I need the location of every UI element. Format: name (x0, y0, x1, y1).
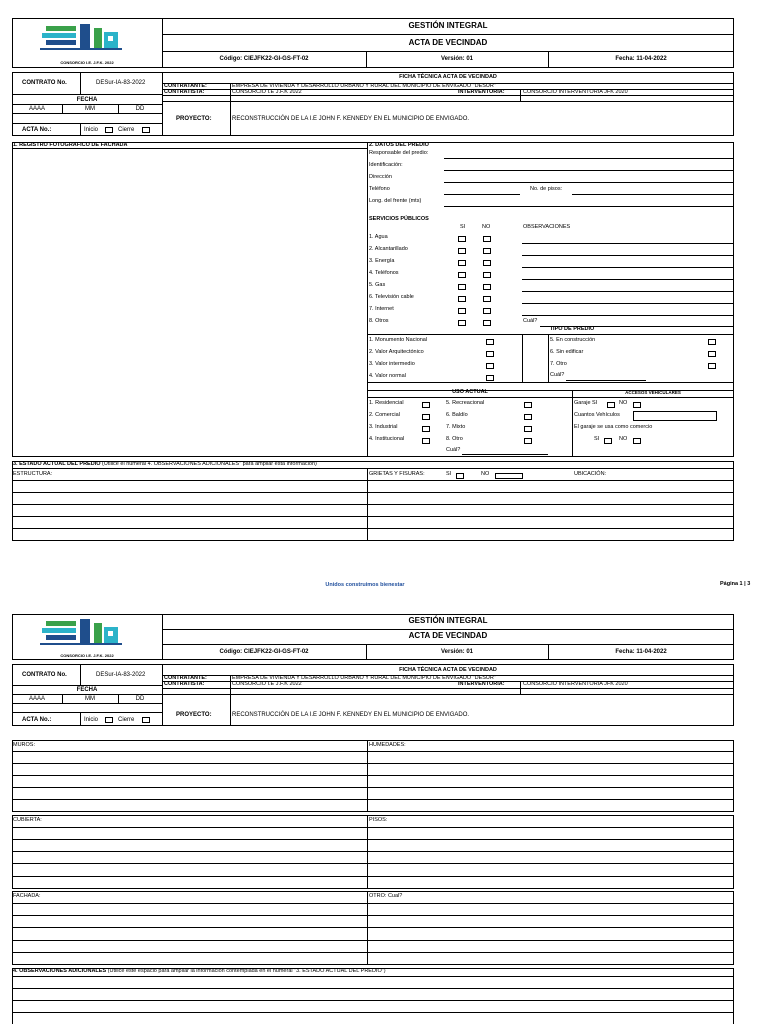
garaje-comercio-label: El garaje se usa como comercio (574, 424, 653, 430)
fecha-mm: MM (85, 106, 95, 112)
ficha-title: FICHA TÉCNICA ACTA DE VECINDAD (399, 74, 497, 80)
telefonos-no-checkbox[interactable] (483, 272, 491, 278)
inicio-label: Inicio (84, 127, 99, 133)
uso-recreacional-checkbox[interactable] (524, 402, 532, 408)
uso-title: USO ACTUAL (452, 389, 488, 395)
footer-page: Página 1 | 3 (720, 581, 751, 587)
comercio-no-label: NO (619, 436, 628, 442)
servicio-telefonos: 4. Teléfonos (369, 270, 399, 276)
tipo-intermedio: 3. Valor intermedio (369, 361, 415, 367)
garaje-no-label: NO (619, 400, 628, 406)
logo-graphic-2 (38, 617, 133, 651)
header-codigo: Código: CIEJFK22-GI-GS-FT-02 (219, 56, 309, 62)
logo-caption: CONSORCIO I.E. J.F.K. 2022 (60, 60, 114, 65)
uso-industrial-checkbox[interactable] (422, 426, 430, 432)
uso-recreacional: 5. Recreacional (446, 400, 485, 406)
contratista-label-2: CONTRATISTA: (164, 681, 205, 687)
tipo-intermedio-checkbox[interactable] (486, 363, 494, 369)
section-3-heading (13, 462, 317, 468)
contrato-label-2: CONTRATO No. (22, 672, 67, 678)
tipo-sin-edificar: 6. Sin edificar (550, 349, 584, 355)
tipo-monumento: 1. Monumento Nacional (369, 337, 428, 343)
contratista-value: CONSORCIO I.E J.F.K 2022 (232, 89, 302, 95)
internet-no-checkbox[interactable] (483, 308, 491, 314)
contrato-value-2: DESur-IA-83-2022 (96, 672, 146, 678)
servicios-si: SI (460, 224, 466, 230)
cierre-label-2: Cierre (118, 717, 135, 723)
pisos-label: PISOS: (369, 817, 388, 823)
otros-cual: Cuál? (523, 318, 538, 324)
fecha-aaaa: AAAA (28, 106, 45, 112)
otros-si-checkbox[interactable] (458, 320, 466, 326)
section-4-note: (Utilice este espacio para ampliar la información contemplada en el numeral "3. ESTADO ACTUAL DEL PREDIO") (107, 968, 386, 974)
alcantarillado-no-checkbox[interactable] (483, 248, 491, 254)
contratante-label: CONTRATANTE: (164, 83, 207, 89)
contratante-label-2: CONTRATANTE: (164, 675, 207, 681)
field-frente: Long. del frente (mts) (369, 198, 422, 204)
logo-caption-2: CONSORCIO I.E. J.F.K. 2022 (60, 653, 114, 658)
agua-no-checkbox[interactable] (483, 236, 491, 242)
fachada-label: FACHADA: (13, 893, 41, 899)
logo-graphic (38, 22, 133, 56)
fecha-dd-2: DD (135, 696, 145, 702)
uso-residencial: 1. Residencial (369, 400, 404, 406)
section-4-heading (13, 969, 386, 975)
servicio-otros: 8. Otros (369, 318, 389, 324)
interventoria-value-2: CONSORCIO INTERVENTORIA JFK 2020 (523, 681, 628, 687)
contratante-value-2: EMPRESA DE VIVIENDA Y DESARROLLO URBANO Y RURAL DEL MUNICIPIO DE ENVIGADO "DESUR" (232, 675, 496, 681)
section-3-note: (Utilice el numeral 4. OBSERVACIONES ADICIONALES" para ampliar esta información) (102, 461, 317, 467)
telefonos-si-checkbox[interactable] (458, 272, 466, 278)
header-title-acta-2: ACTA DE VECINDAD (408, 631, 488, 640)
ubicacion-label: UBICACIÓN: (574, 471, 607, 477)
energia-si-checkbox[interactable] (458, 260, 466, 266)
header-fecha-2: Fecha: 11-04-2022 (615, 649, 667, 655)
tipo-sin-edificar-checkbox[interactable] (708, 351, 716, 357)
header-version-2: Versión: 01 (440, 649, 473, 655)
agua-si-checkbox[interactable] (458, 236, 466, 242)
tipo-cual: Cuál? (550, 372, 565, 378)
uso-cual: Cuál? (446, 447, 461, 453)
grietas-si-label: SI (446, 471, 452, 477)
acta-label: ACTA No.: (22, 127, 52, 133)
uso-industrial: 3. Industrial (369, 424, 398, 430)
cuantos-vehiculos-label: Cuantos Vehículos (574, 412, 620, 418)
uso-otro: 8. Otro (446, 436, 463, 442)
ficha-title-2: FICHA TÉCNICA ACTA DE VECINDAD (399, 667, 497, 673)
servicio-tv-cable: 6. Televisión cable (369, 294, 414, 300)
contratista-label: CONTRATISTA: (164, 89, 205, 95)
gas-no-checkbox[interactable] (483, 284, 491, 290)
inicio-checkbox[interactable] (105, 127, 113, 133)
header-title-gestion: GESTIÓN INTEGRAL (408, 21, 488, 30)
comercio-no-checkbox[interactable] (633, 438, 641, 444)
tipo-otro: 7. Otro (550, 361, 567, 367)
tipo-otro-checkbox[interactable] (708, 363, 716, 369)
servicios-no: NO (482, 224, 491, 230)
accesos-title: ACCESOS VEHICULARES (625, 390, 681, 395)
uso-mixto: 7. Mixto (446, 424, 466, 430)
gas-si-checkbox[interactable] (458, 284, 466, 290)
section-3-title: 3. ESTADO ACTUAL DEL PREDIO (13, 461, 101, 467)
garaje-no-checkbox[interactable] (633, 402, 641, 408)
fecha-mm-2: MM (85, 696, 95, 702)
cierre-checkbox[interactable] (142, 127, 150, 133)
garaje-si-label: Garaje SI (574, 400, 598, 406)
fecha-aaaa-2: AAAA (28, 696, 45, 702)
uso-otro-checkbox[interactable] (524, 438, 532, 444)
field-identificacion: Identificación: (369, 162, 403, 168)
field-pisos: No. de pisos: (530, 186, 563, 192)
cierre-label: Cierre (118, 127, 135, 133)
internet-si-checkbox[interactable] (458, 308, 466, 314)
uso-comercial-checkbox[interactable] (422, 414, 430, 420)
tipo-monumento-checkbox[interactable] (486, 339, 494, 345)
proyecto-label-2: PROYECTO: (176, 712, 212, 718)
contratista-value-2: CONSORCIO I.E J.F.K 2022 (232, 681, 302, 687)
servicio-internet: 7. Internet (369, 306, 394, 312)
grietas-no-checkbox[interactable] (495, 473, 523, 479)
interventoria-label: INTERVENTORIA: (458, 89, 505, 95)
field-telefono: Teléfono (369, 186, 390, 192)
otro-label: OTRO: Cual? (369, 893, 403, 899)
acta-label-2: ACTA No.: (22, 717, 52, 723)
otros-no-checkbox[interactable] (483, 320, 491, 326)
contratante-value: EMPRESA DE VIVIENDA Y DESARROLLO URBANO Y RURAL DEL MUNICIPIO DE ENVIGADO "DESUR" (232, 83, 496, 89)
uso-mixto-checkbox[interactable] (524, 426, 532, 432)
proyecto-value: RECONSTRUCCIÓN DE LA I.E JOHN F. KENNEDY EN EL MUNICIPIO DE ENVIGADO. (232, 116, 470, 122)
header-codigo-2: Código: CIEJFK22-GI-GS-FT-02 (219, 649, 309, 655)
tipo-construccion-checkbox[interactable] (708, 339, 716, 345)
contrato-value: DESur-IA-83-2022 (96, 80, 146, 86)
tipo-arquitectonico-checkbox[interactable] (486, 351, 494, 357)
proyecto-label: PROYECTO: (176, 116, 212, 122)
interventoria-label-2: INTERVENTORIA: (458, 681, 505, 687)
tipo-normal: 4. Valor normal (369, 373, 406, 379)
uso-baldio-checkbox[interactable] (524, 414, 532, 420)
comercio-si-label: SI (594, 436, 600, 442)
fecha-label: FECHA (76, 97, 98, 103)
uso-residencial-checkbox[interactable] (422, 402, 430, 408)
company-logo-2 (38, 617, 133, 653)
observaciones-label: OBSERVACIONES (523, 224, 571, 230)
servicio-energia: 3. Energía (369, 258, 395, 264)
section-4-title: 4. OBSERVACIONES ADICIONALES (13, 968, 107, 974)
tipo-arquitectonico: 2. Valor Arquitectónico (369, 349, 424, 355)
cierre-checkbox-2[interactable] (142, 717, 150, 723)
contrato-label: CONTRATO No. (22, 80, 67, 86)
company-logo (38, 22, 133, 58)
muros-label: MUROS: (13, 742, 35, 748)
fecha-dd: DD (135, 106, 145, 112)
uso-institucional-checkbox[interactable] (422, 438, 430, 444)
inicio-checkbox-2[interactable] (105, 717, 113, 723)
servicio-agua: 1. Agua (369, 234, 388, 240)
header-title-acta: ACTA DE VECINDAD (408, 38, 488, 47)
servicio-gas: 5. Gas (369, 282, 386, 288)
tipo-construccion: 5. En construcción (550, 337, 596, 343)
tipo-normal-checkbox[interactable] (486, 375, 494, 381)
humedades-label: HUMEDADES: (369, 742, 406, 748)
cuantos-vehiculos-input[interactable] (633, 411, 717, 421)
header-title-gestion-2: GESTIÓN INTEGRAL (408, 616, 488, 625)
section-1-title: 1. REGISTRO FOTOGRAFICO DE FACHADA (13, 142, 128, 148)
alcantarillado-si-checkbox[interactable] (458, 248, 466, 254)
uso-baldio: 6. Baldío (446, 412, 468, 418)
inicio-label-2: Inicio (84, 717, 99, 723)
grietas-label: GRIETAS Y FISURAS: (369, 471, 425, 477)
uso-comercial: 2. Comercial (369, 412, 400, 418)
tipo-predio-title: TIPO DE PREDIO (549, 326, 595, 332)
energia-no-checkbox[interactable] (483, 260, 491, 266)
field-direccion: Dirección (369, 174, 392, 180)
proyecto-value-2: RECONSTRUCCIÓN DE LA I.E JOHN F. KENNEDY EN EL MUNICIPIO DE ENVIGADO. (232, 712, 470, 718)
grietas-no-label: NO (481, 471, 490, 477)
estructura-label: ESTRUCTURA: (13, 471, 53, 477)
field-responsable: Responsable del predio: (369, 150, 429, 156)
cubierta-label: CUBIERTA: (13, 817, 42, 823)
interventoria-value: CONSORCIO INTERVENTORIA JFK 2020 (523, 89, 628, 95)
uso-institucional: 4. Institucional (369, 436, 405, 442)
grietas-si-checkbox[interactable] (456, 473, 464, 479)
servicio-alcantarillado: 2. Alcantarillado (369, 246, 408, 252)
header-version: Versión: 01 (440, 56, 473, 62)
fecha-label-2: FECHA (76, 687, 98, 693)
section-2-title: 2. DATOS DEL PREDIO (369, 142, 429, 148)
servicios-title: SERVICIOS PÚBLICOS (369, 216, 429, 222)
photo-area[interactable] (13, 149, 366, 456)
tv-cable-no-checkbox[interactable] (483, 296, 491, 302)
garaje-si-checkbox[interactable] (607, 402, 615, 408)
footer-slogan: Unidos construimos bienestar (325, 582, 405, 588)
tv-cable-si-checkbox[interactable] (458, 296, 466, 302)
comercio-si-checkbox[interactable] (604, 438, 612, 444)
header-fecha: Fecha: 11-04-2022 (615, 56, 667, 62)
